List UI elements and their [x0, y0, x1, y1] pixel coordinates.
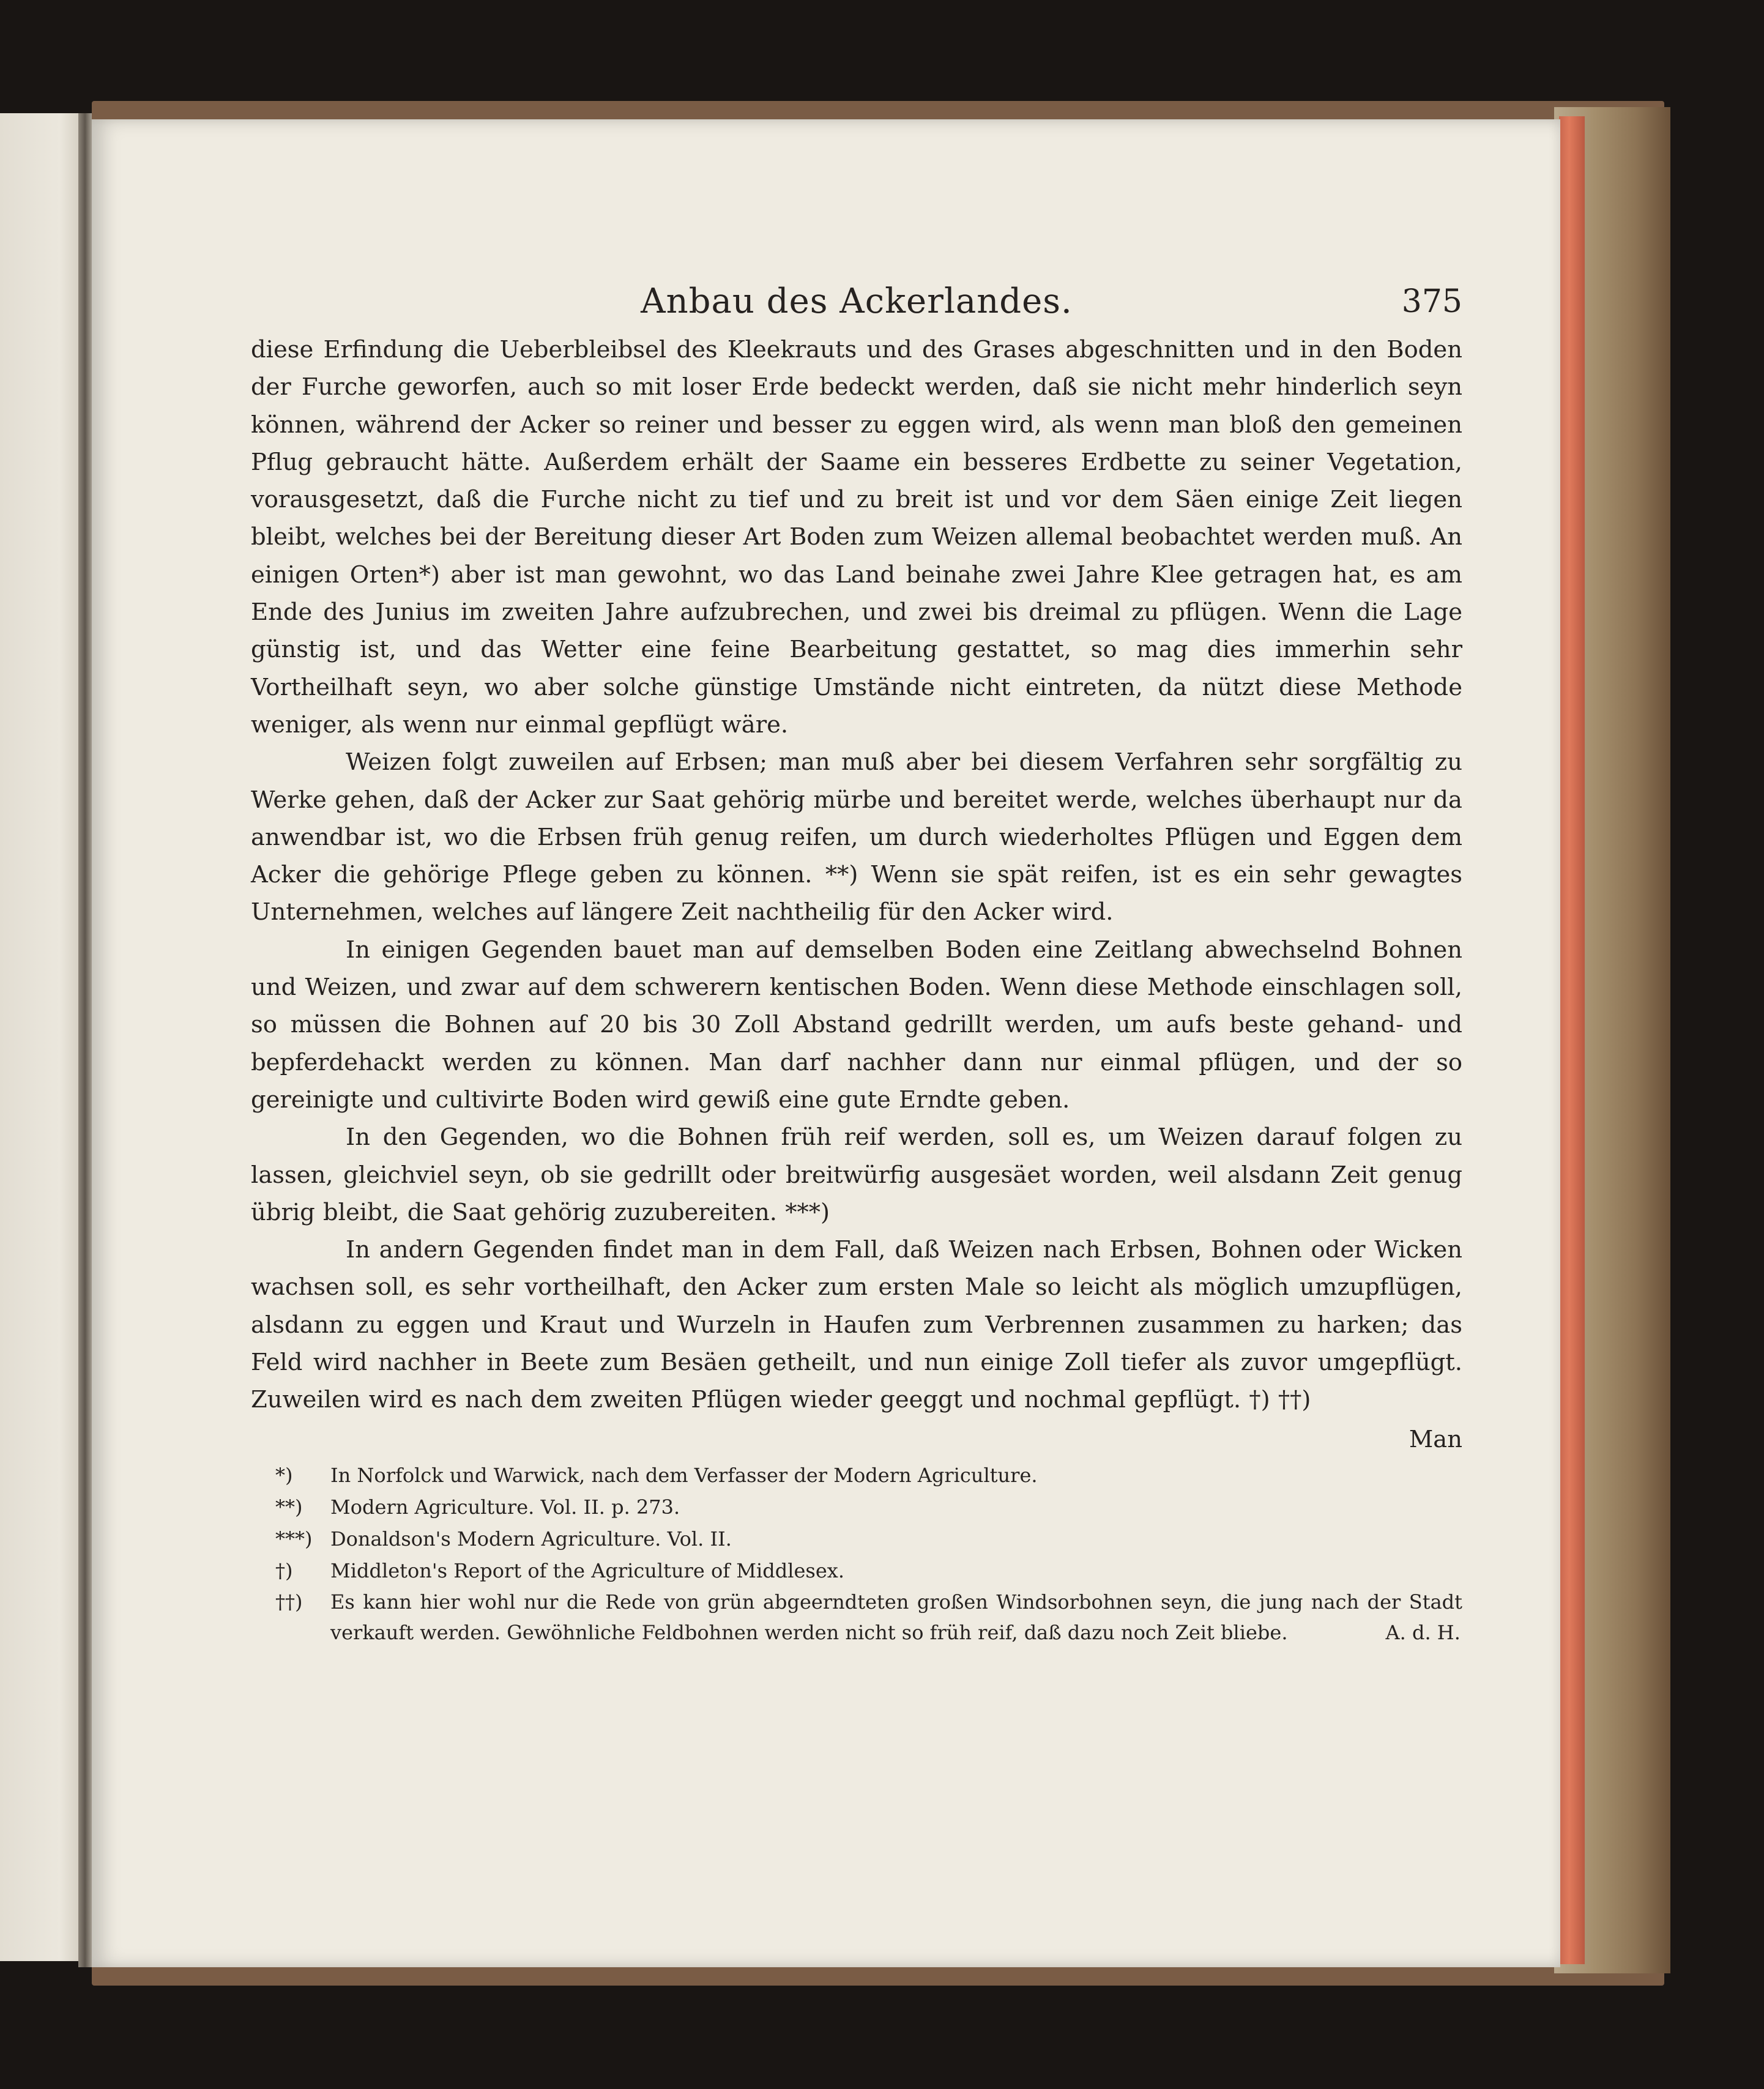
paragraph-3: In einigen Gegenden bauet man auf demselben Boden eine Zeitlang abwechselnd Bohnen und Weizen, und zwar auf dem schwerern kentischen Boden. Wenn diese Methode einschlagen soll, so müssen die Bohnen auf 20 bis 30 Zoll Abstand gedrillt werden, um aufs beste gehand- und bepferdehackt werden zu können. Man darf nachher dann nur einmal pflügen, und der so gereinigte und cultivirte Boden wird gewiß eine gute Erndte geben.	[251, 936, 1462, 1114]
footnote-text: Donaldson's Modern Agriculture. Vol. II.	[330, 1527, 732, 1551]
footnote-marker: †)	[275, 1558, 293, 1582]
footnote-4	[275, 1555, 1462, 1587]
page-number: 375	[1401, 283, 1462, 320]
footnote-marker: *)	[275, 1463, 293, 1487]
book-page	[92, 119, 1560, 1967]
footnote-marker: ††)	[275, 1590, 303, 1614]
footnote-text: Modern Agriculture. Vol. II. p. 273.	[330, 1495, 680, 1519]
paragraph-1: diese Erfindung die Ueberbleibsel des Kleekrauts und des Grases abgeschnitten und in den Boden der Furche geworfen, auch so mit loser Erde bedeckt werden, daß sie nicht mehr hinderlich seyn können, während der Acker so reiner und besser zu eggen wird, als wenn man bloß den gemeinen Pflug gebraucht hätte. Außerdem erhält der Saame ein besseres Erdbette zu seiner Vegetation, vorausgesetzt, daß die Furche nicht zu tief und zu breit ist und vor dem Säen einige Zeit liegen bleibt, welches bei der Bereitung dieser Art Boden zum Weizen allemal beobachtet werden muß. An einigen Orten*) aber ist man gewohnt, wo das Land beinahe zwei Jahre Klee getragen hat, es am Ende des Junius im zweiten Jahre aufzubrechen, und zwei bis dreimal zu pflügen. Wenn die Lage günstig ist, und das Wetter eine feine Bearbeitung gestattet, so mag dies immerhin sehr Vortheilhaft seyn, wo aber solche günstige Umstände nicht eintreten, da nützt diese Methode weniger, als wenn nur einmal gepflügt wäre.	[251, 336, 1462, 739]
paragraph-5: In andern Gegenden findet man in dem Fall, daß Weizen nach Erbsen, Bohnen oder Wicken wachsen soll, es sehr vortheilhaft, den Acker zum ersten Male so leicht als möglich umzupflügen, alsdann zu eggen und Kraut und Wurzeln in Haufen zum Verbrennen zusammen zu harken; das Feld wird nachher in Beete zum Besäen getheilt, und nun einige Zoll tiefer als zuvor umgepflügt. Zuweilen wird es nach dem zweiten Pflügen wieder geeggt und nochmal gepflügt. †) ††)	[251, 1236, 1462, 1414]
left-facing-page	[0, 113, 86, 1961]
footnote-3	[275, 1523, 1462, 1555]
editor-signature: A. d. H.	[1385, 1620, 1461, 1644]
running-head	[251, 272, 1462, 331]
footnote-marker: **)	[275, 1495, 303, 1519]
footnote-text: In Norfolck und Warwick, nach dem Verfasser der Modern Agriculture.	[330, 1463, 1038, 1487]
footnote-2	[275, 1491, 1462, 1523]
footnote-5	[275, 1587, 1462, 1648]
footnote-marker: ***)	[275, 1527, 313, 1551]
running-title: Anbau des Ackerlandes.	[641, 281, 1073, 321]
footnote-1	[275, 1459, 1462, 1491]
footnote-text: Middleton's Report of the Agriculture of Middlesex.	[330, 1558, 844, 1582]
book-gutter	[78, 113, 92, 1967]
red-page-edges	[1559, 116, 1585, 1964]
page-text-block	[251, 272, 1462, 1648]
paragraph-2: Weizen folgt zuweilen auf Erbsen; man muß aber bei diesem Verfahren sehr sorgfältig zu Werke gehen, daß der Acker zur Saat gehörig mürbe und bereitet werde, welches überhaupt nur da anwendbar ist, wo die Erbsen früh genug reifen, um durch wiederholtes Pflügen und Eggen dem Acker die gehörige Pflege geben zu können. **) Wenn sie spät reifen, ist es ein sehr gewagtes Unternehmen, welches auf längere Zeit nachtheilig für den Acker wird.	[251, 748, 1462, 926]
paragraph-4: In den Gegenden, wo die Bohnen früh reif werden, soll es, um Weizen darauf folgen zu lassen, gleichviel seyn, ob sie gedrillt oder breitwürfig ausgesäet worden, weil alsdann Zeit genug übrig bleibt, die Saat gehörig zuzubereiten. ***)	[251, 1123, 1462, 1226]
footnotes	[251, 1459, 1462, 1648]
footnote-text: Es kann hier wohl nur die Rede von grün abgeerndteten großen Windsorbohnen seyn, die jung nach der Stadt verkauft werden. Gewöhnliche Feldbohnen werden nicht so früh reif, daß dazu noch Zeit bliebe.	[330, 1590, 1462, 1644]
catchword: Man	[1409, 1425, 1462, 1453]
